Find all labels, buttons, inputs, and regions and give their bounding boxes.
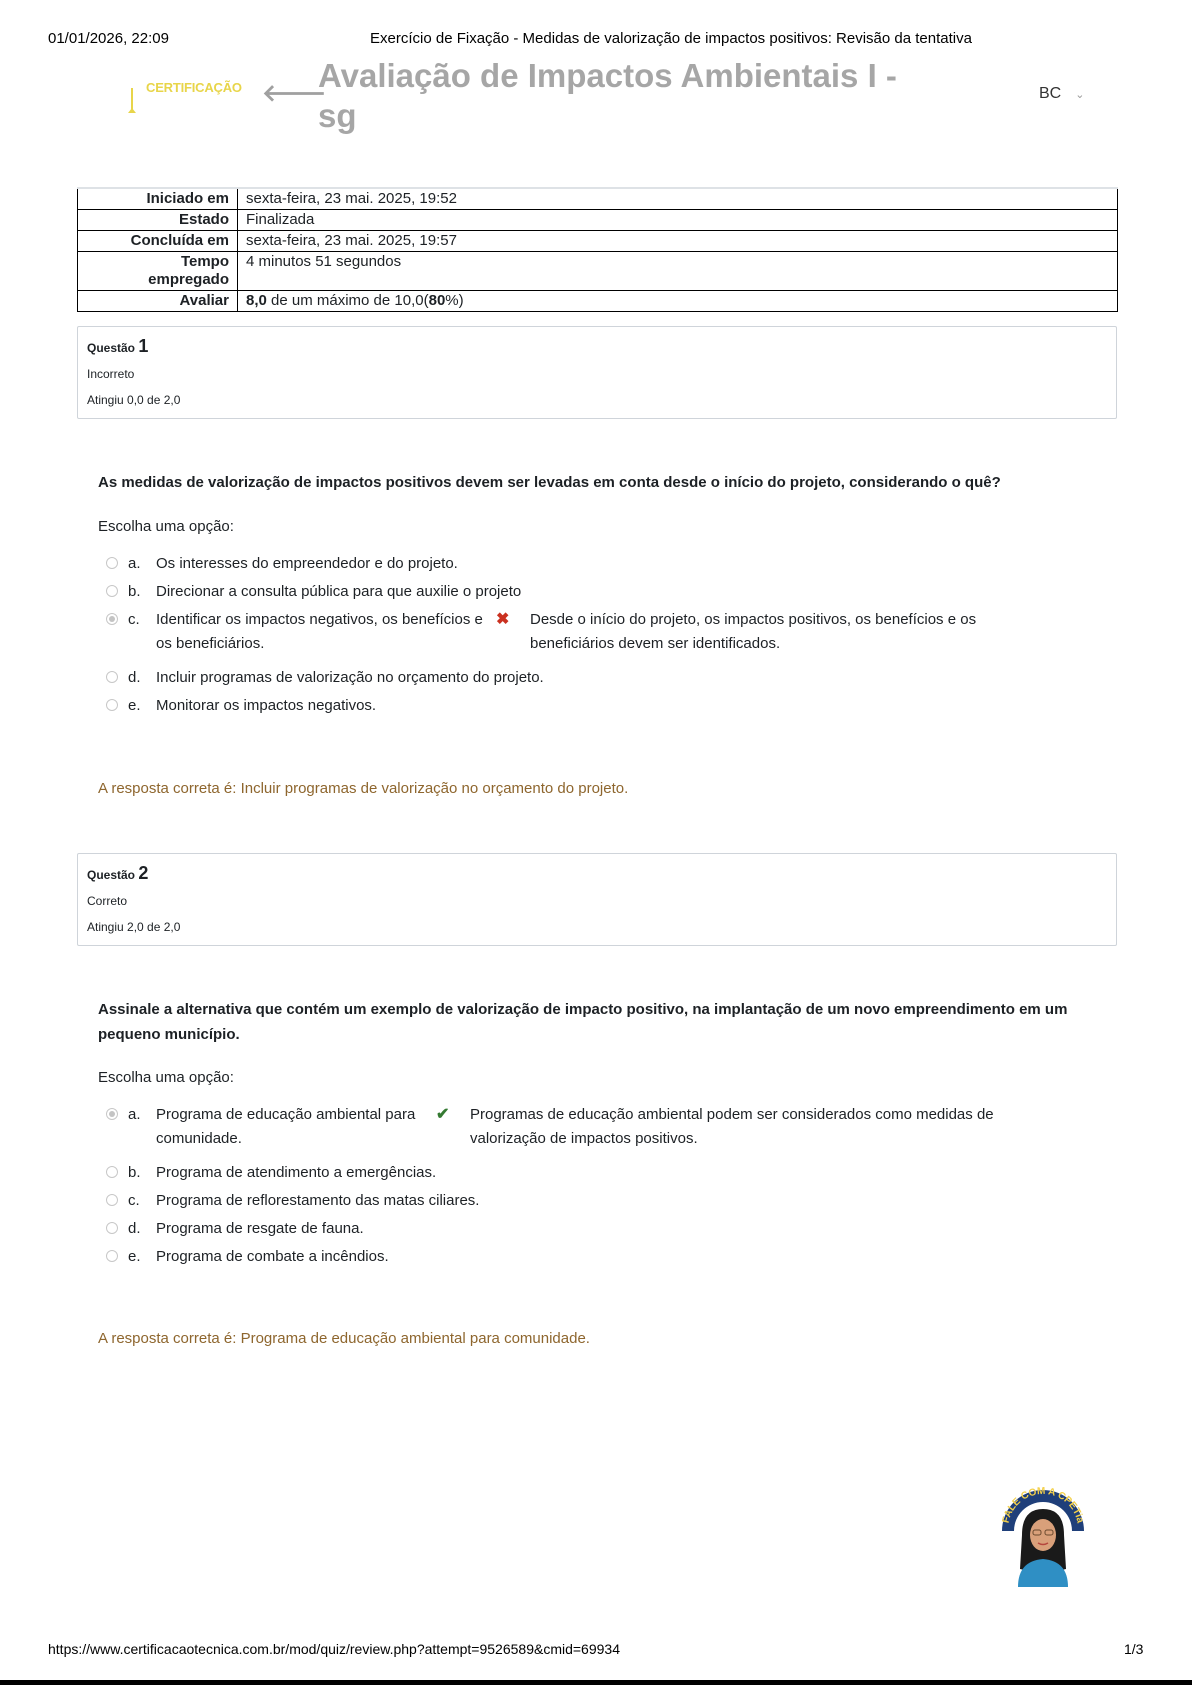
grade-percent: 80: [428, 292, 446, 309]
answer-option-d[interactable]: [106, 1217, 1106, 1241]
question-1-info: [77, 326, 1117, 419]
question-grade: Atingiu 2,0 de 2,0: [87, 920, 181, 934]
question-2-info: [77, 853, 1117, 946]
summary-row-time-taken: [78, 252, 1118, 291]
arrow-left-icon[interactable]: 🡐: [262, 80, 327, 107]
logo-base-icon: [128, 108, 136, 113]
radio-button[interactable]: [106, 699, 118, 711]
option-letter: b.: [128, 1164, 141, 1181]
question-prefix: Questão: [87, 341, 136, 355]
radio-button-selected[interactable]: [106, 613, 118, 625]
grade-suffix: %): [445, 292, 464, 309]
chat-avatar-icon: [996, 1483, 1090, 1589]
site-logo[interactable]: [128, 78, 248, 118]
summary-row-started: [78, 188, 1118, 210]
chat-assistant-button[interactable]: [996, 1483, 1090, 1589]
option-feedback: Programas de educação ambiental podem ser considerados como medidas de valorização de impactos positivos.: [470, 1106, 994, 1147]
page-bottom-border: [0, 1680, 1192, 1685]
option-letter: b.: [128, 583, 141, 600]
summary-value: Finalizada: [238, 210, 1118, 231]
question-1-answers: [106, 552, 1106, 722]
question-grade: Atingiu 0,0 de 2,0: [87, 393, 181, 407]
radio-button[interactable]: [106, 1166, 118, 1178]
summary-label: Avaliar: [78, 291, 238, 312]
print-page-number: 1/3: [1124, 1641, 1144, 1657]
question-prefix: Questão: [87, 868, 136, 882]
question-2-prompt: Escolha uma opção:: [98, 1069, 234, 1086]
option-letter: a.: [128, 1106, 141, 1123]
option-text: Incluir programas de valorização no orçamento do projeto.: [156, 669, 544, 686]
answer-option-a[interactable]: [106, 552, 1106, 576]
option-letter: d.: [128, 669, 141, 686]
summary-label: Estado: [78, 210, 238, 231]
question-number: [87, 863, 1107, 884]
grade-middle: de um máximo de 10,0(: [266, 292, 429, 309]
summary-label: Concluída em: [78, 231, 238, 252]
summary-value: sexta-feira, 23 mai. 2025, 19:52: [238, 188, 1118, 210]
option-text: Programa de resgate de fauna.: [156, 1220, 364, 1237]
question-2-text: Assinale a alternativa que contém um exemplo de valorização de impacto positivo, na implantação de um novo empreendimento em um pequeno município.: [98, 1001, 1068, 1043]
user-menu[interactable]: [1039, 85, 1084, 103]
question-2-answers: [106, 1103, 1106, 1273]
option-text: Os interesses do empreendedor e do projeto.: [156, 555, 458, 572]
question-number-value: 1: [138, 336, 149, 356]
question-1-prompt: Escolha uma opção:: [98, 518, 234, 535]
question-state: Correto: [87, 894, 128, 908]
summary-value: 4 minutos 51 segundos: [238, 252, 1118, 291]
option-feedback: Desde o início do projeto, os impactos positivos, os benefícios e os beneficiários devem ser identificados.: [530, 611, 977, 652]
question-2-right-answer: A resposta correta é: Programa de educação ambiental para comunidade.: [98, 1330, 590, 1347]
option-text: Direcionar a consulta pública para que auxilie o projeto: [156, 583, 522, 600]
radio-button[interactable]: [106, 1222, 118, 1234]
radio-button-selected[interactable]: [106, 1108, 118, 1120]
answer-option-b[interactable]: [106, 1161, 1106, 1185]
option-letter: d.: [128, 1220, 141, 1237]
option-text: Programa de reflorestamento das matas ciliares.: [156, 1192, 480, 1209]
answer-option-c[interactable]: [106, 608, 1106, 656]
answer-option-b[interactable]: [106, 580, 1106, 604]
summary-row-grade: [78, 291, 1118, 312]
logo-text: CERTIFICAÇÃO: [146, 80, 242, 95]
print-datetime: 01/01/2026, 22:09: [48, 30, 169, 47]
answer-option-d[interactable]: [106, 666, 1106, 690]
chat-widget-label: FALE COM A CPETia: [1000, 1485, 1086, 1525]
option-text: Monitorar os impactos negativos.: [156, 697, 377, 714]
summary-label: Iniciado em: [78, 188, 238, 210]
attempt-summary-table: [77, 187, 1118, 312]
check-icon: ✔: [436, 1106, 450, 1123]
option-text: Programa de educação ambiental para comunidade.: [156, 1106, 416, 1147]
radio-button[interactable]: [106, 671, 118, 683]
answer-option-e[interactable]: [106, 1245, 1106, 1269]
summary-grade-value: [238, 291, 1118, 312]
cross-icon: ✖: [496, 611, 510, 628]
print-page-title: Exercício de Fixação - Medidas de valorização de impactos positivos: Revisão da tentativa: [370, 30, 972, 47]
print-footer-url: https://www.certificacaotecnica.com.br/mod/quiz/review.php?attempt=9526589&cmid=69934: [48, 1641, 620, 1657]
question-1-right-answer: A resposta correta é: Incluir programas de valorização no orçamento do projeto.: [98, 780, 629, 797]
option-text: Programa de atendimento a emergências.: [156, 1164, 437, 1181]
summary-value: sexta-feira, 23 mai. 2025, 19:57: [238, 231, 1118, 252]
option-letter: c.: [128, 1192, 140, 1209]
answer-option-c[interactable]: [106, 1189, 1106, 1213]
option-letter: c.: [128, 611, 140, 628]
question-number: [87, 336, 1107, 357]
user-initials: BC: [1039, 85, 1062, 102]
summary-row-state: [78, 210, 1118, 231]
answer-option-e[interactable]: [106, 694, 1106, 718]
option-letter: a.: [128, 555, 141, 572]
question-number-value: 2: [138, 863, 149, 883]
radio-button[interactable]: [106, 1250, 118, 1262]
grade-score: 8,0: [246, 292, 267, 309]
summary-row-completed: [78, 231, 1118, 252]
option-letter: e.: [128, 1248, 141, 1265]
radio-button[interactable]: [106, 1194, 118, 1206]
answer-option-a[interactable]: [106, 1103, 1106, 1151]
question-state: Incorreto: [87, 367, 135, 381]
option-text: Identificar os impactos negativos, os benefícios e os beneficiários.: [156, 611, 483, 652]
chevron-down-icon: ⌄: [1075, 89, 1085, 101]
question-1-text: As medidas de valorização de impactos positivos devem ser levadas em conta desde o início do projeto, considerando o quê?: [98, 474, 1001, 491]
option-letter: e.: [128, 697, 141, 714]
radio-button[interactable]: [106, 585, 118, 597]
radio-button[interactable]: [106, 557, 118, 569]
course-title: Avaliação de Impactos Ambientais I - sg: [318, 57, 897, 134]
summary-label: Tempo empregado: [78, 252, 238, 291]
option-text: Programa de combate a incêndios.: [156, 1248, 389, 1265]
